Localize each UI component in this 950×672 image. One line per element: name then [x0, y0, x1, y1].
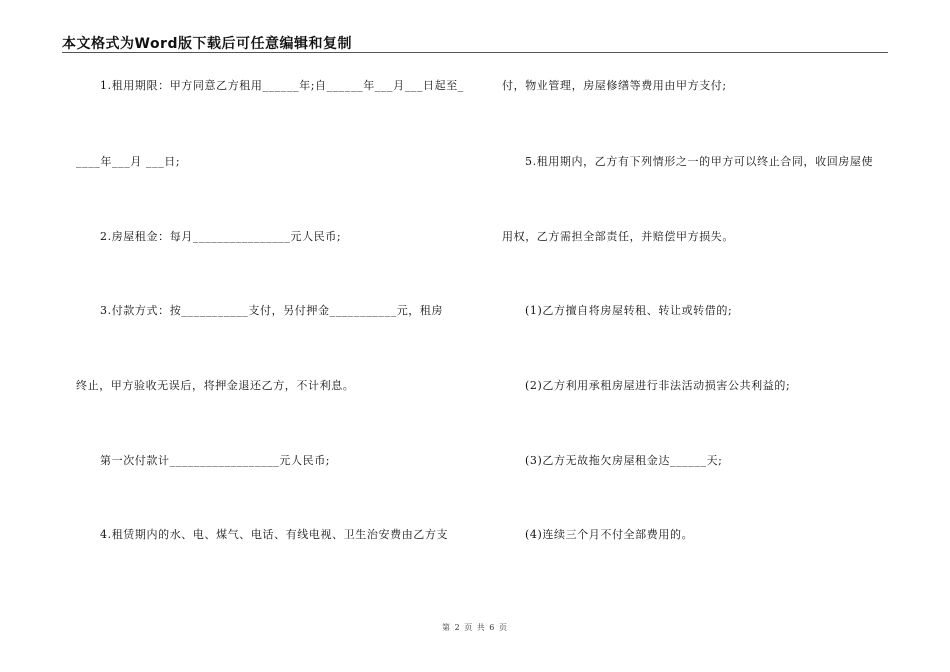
header-title: 本文格式为Word版下载后可任意编辑和复制: [62, 36, 352, 52]
paragraph-line: 终止，甲方验收无误后，将押金退还乙方，不计利息。: [76, 379, 355, 392]
header-divider: [62, 52, 888, 53]
paragraph-line: ____年___月 ___日;: [76, 155, 181, 168]
paragraph-line: 1.租用期限：甲方同意乙方租用______年;自______年___月___日起至_: [100, 79, 464, 92]
paragraph-line: (1)乙方擅自将房屋转租、转让或转借的;: [525, 304, 733, 317]
paragraph-line: 付，物业管理，房屋修缮等费用由甲方支付;: [502, 79, 727, 92]
paragraph-line: (4)连续三个月不付全部费用的。: [525, 528, 694, 541]
paragraph-line: 3.付款方式：按___________支付，另付押金___________元，租房: [100, 304, 444, 317]
paragraph-line: 5.租用期内，乙方有下列情形之一的甲方可以终止合同，收回房屋使: [525, 155, 874, 168]
paragraph-line: 用权，乙方需担全部责任，并赔偿甲方损失。: [502, 230, 734, 243]
page-number: 第 2 页 共 6 页: [442, 623, 508, 632]
paragraph-line: (2)乙方利用承租房屋进行非法活动损害公共利益的;: [525, 379, 791, 392]
paragraph-line: 第一次付款计__________________元人民币;: [100, 454, 331, 467]
paragraph-line: (3)乙方无故拖欠房屋租金达______天;: [525, 454, 723, 467]
paragraph-line: 4.租赁期内的水、电、煤气、电话、有线电视、卫生治安费由乙方支: [100, 528, 449, 541]
paragraph-line: 2.房屋租金：每月________________元人民币;: [100, 230, 342, 243]
